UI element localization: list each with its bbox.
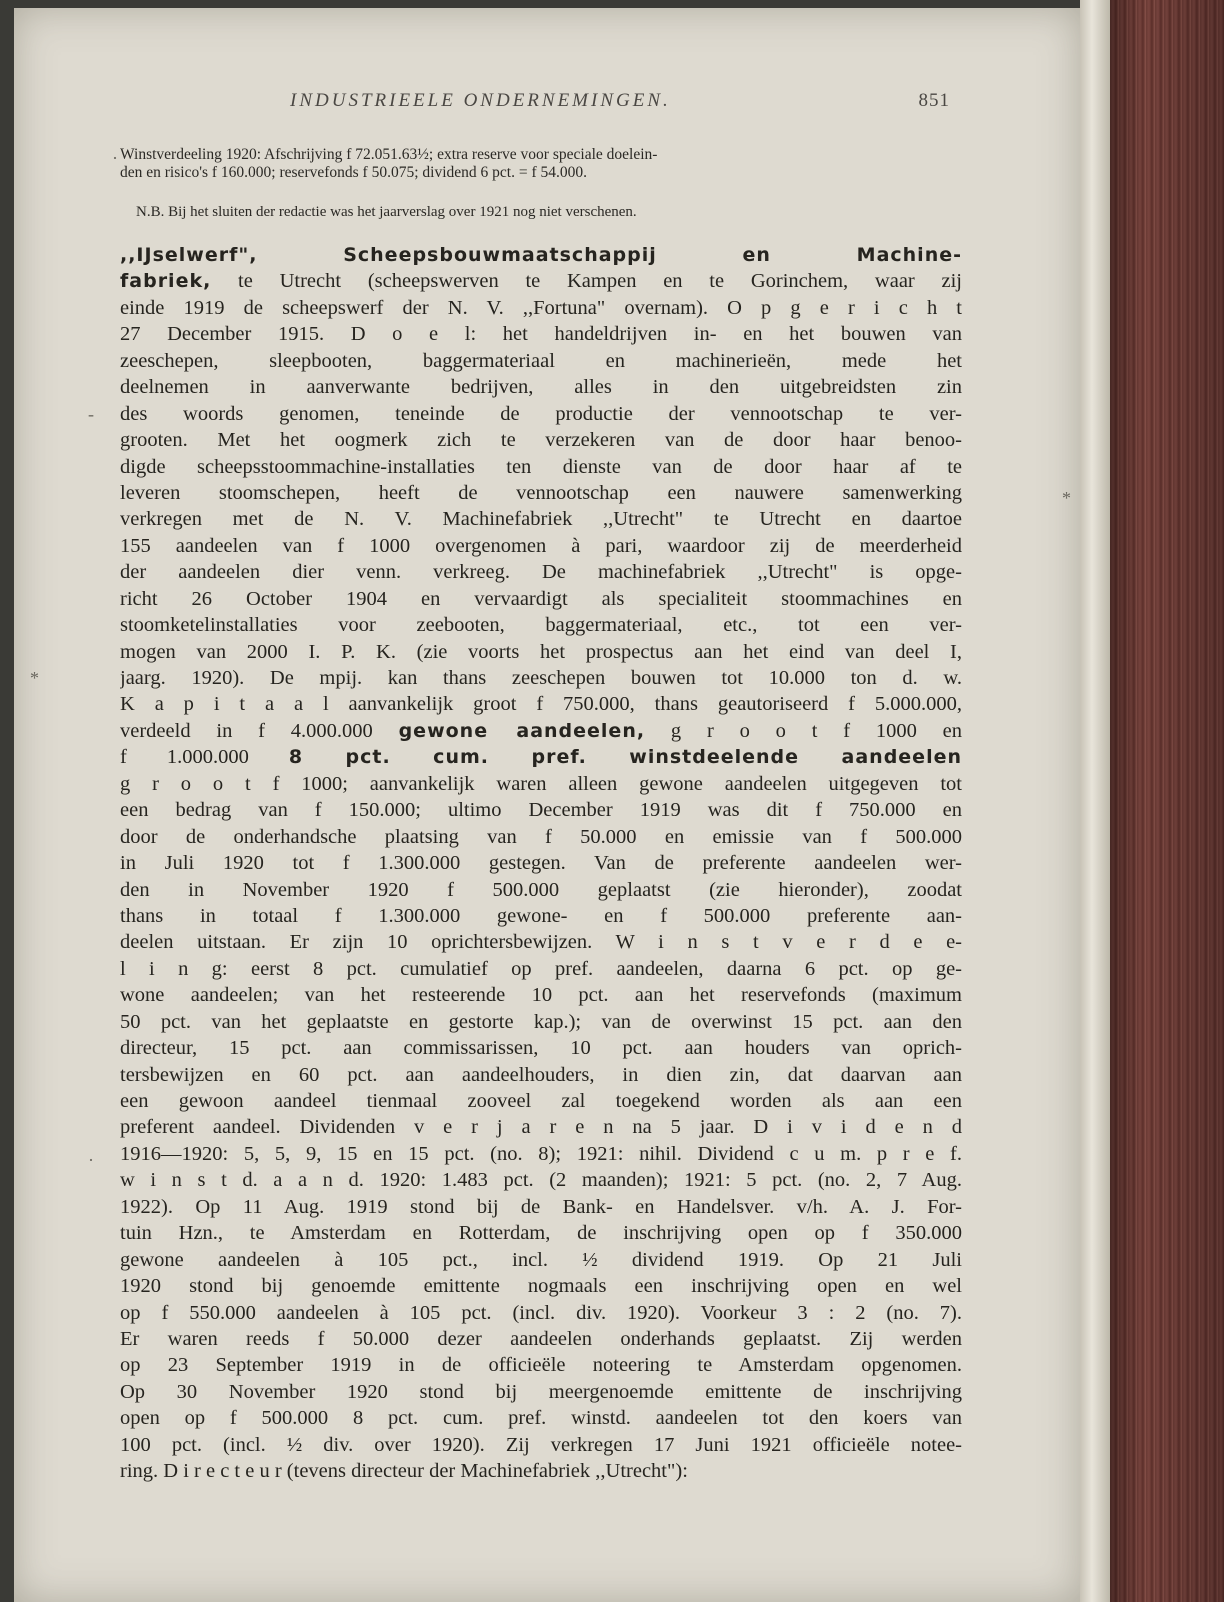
text-line: des woords genomen, teneinde de productie der vennootschap te ver- <box>120 402 962 425</box>
text-line: tersbewijzen en 60 pct. aan aandeelhouders, in dien zin, dat daarvan aan <box>120 1063 962 1086</box>
company-name-continued: fabriek, <box>120 270 212 293</box>
text-line: 50 pct. van het geplaatste en gestorte kap.); van de overwinst 15 pct. aan den <box>120 1010 962 1033</box>
text-line: einde 1919 de scheepswerf der N. V. ,,Fortuna" overnam). O p g e r i c h t <box>120 296 962 319</box>
running-header <box>290 90 950 120</box>
text-line: jaarg. 1920). De mpij. kan thans zeeschepen bouwen tot 10.000 ton d. w. <box>120 667 962 689</box>
page-edges <box>1080 0 1110 1602</box>
text-line: Er waren reeds f 50.000 dezer aandeelen onderhands geplaatst. Zij werden <box>120 1327 962 1350</box>
article-heading-line <box>120 242 962 268</box>
margin-mark: * <box>30 668 39 688</box>
share-type-gewone: gewone aandeelen, <box>398 719 646 742</box>
text-line: op f 550.000 aandeelen à 105 pct. (incl. div. 1920). Voorkeur 3 : 2 (no. 7). <box>120 1301 962 1324</box>
company-article <box>120 242 962 1485</box>
text-line: Op 30 November 1920 stond bij meergenoemde emittente de inschrijving <box>120 1380 962 1403</box>
text-line: door de onderhandsche plaatsing van f 50.000 en emissie van f 500.000 <box>120 825 962 848</box>
text-line: thans in totaal f 1.300.000 gewone- en f 500.000 preferente aan- <box>120 904 962 927</box>
spine-shadow <box>1110 0 1224 1602</box>
text-line: in Juli 1920 tot f 1.300.000 gestegen. Van de preferente aandeelen wer- <box>120 852 962 875</box>
text-span: g r o o t f 1000 en <box>645 719 962 742</box>
text-line: op 23 September 1919 in de officieële noteering te Amsterdam opgenomen. <box>120 1354 962 1377</box>
text-line: 1916—1920: 5, 5, 9, 15 en 15 pct. (no. 8); 1921: nihil. Dividend c u m. p r e f. <box>120 1142 962 1165</box>
text-line: zeeschepen, sleepbooten, baggermateriaal en machinerieën, mede het <box>120 349 962 372</box>
text-line: deelnemen in aanverwante bedrijven, alles in den uitgebreidsten zin <box>120 376 962 399</box>
text-line: 1920 stond bij genoemde emittente nogmaals een inschrijving open en wel <box>120 1275 962 1298</box>
text-line <box>120 718 962 744</box>
margin-mark: * <box>1062 488 1071 508</box>
text-line: 100 pct. (incl. ½ div. over 1920). Zij verkregen 17 Juni 1921 officieële notee- <box>120 1433 962 1456</box>
text-line: een bedrag van f 150.000; ultimo December 1919 was dit f 750.000 en <box>120 799 962 822</box>
text-line <box>120 268 962 294</box>
text-line: l i n g: eerst 8 pct. cumulatief op pref. aandeelen, daarna 6 pct. op ge- <box>120 957 962 980</box>
text-line: den in November 1920 f 500.000 geplaatst (zie hieronder), zoodat <box>120 878 962 901</box>
margin-mark: · <box>88 1150 94 1170</box>
margin-mark: - <box>88 404 94 424</box>
text-line: preferent aandeel. Dividenden v e r j a r e n na 5 jaar. D i v i d e n d <box>120 1116 962 1139</box>
text-line: K a p i t a a l aanvankelijk groot f 750.000, thans geautoriseerd f 5.000.000, <box>120 693 962 716</box>
editorial-note: N.B. Bij het sluiten der redactie was het jaarverslag over 1921 nog niet verschenen. <box>136 204 637 220</box>
winstverdeeling-paragraph <box>120 146 960 182</box>
text-line: directeur, 15 pct. aan commissarissen, 10 pct. aan houders van oprich- <box>120 1037 962 1060</box>
text-line: der aandeelen dier venn. verkreeg. De machinefabriek ,,Utrecht" is opge- <box>120 561 962 584</box>
running-title: INDUSTRIEELE ONDERNEMINGEN. <box>290 90 671 111</box>
margin-mark: · <box>112 148 118 168</box>
text-line: richt 26 October 1904 en vervaardigt als specialiteit stoommachines en <box>120 587 962 610</box>
text-line: gewone aandeelen à 105 pct., incl. ½ dividend 1919. Op 21 Juli <box>120 1248 962 1271</box>
text-line: open op f 500.000 8 pct. cum. pref. winstd. aandeelen tot den koers van <box>120 1407 962 1430</box>
text-line: tuin Hzn., te Amsterdam en Rotterdam, de inschrijving open op f 350.000 <box>120 1222 962 1245</box>
company-name-heading: ,,IJselwerf", Scheepsbouwmaatschappij en Machine- <box>120 244 962 266</box>
page-number: 851 <box>918 90 950 111</box>
text-line: mogen van 2000 I. P. K. (zie voorts het prospectus aan het eind van deel I, <box>120 640 962 663</box>
text-line: w i n s t d. a a n d. 1920: 1.483 pct. (2 maanden); 1921: 5 pct. (no. 2, 7 Aug. <box>120 1169 962 1192</box>
text-line: leveren stoomschepen, heeft de vennootschap een nauwere samenwerking <box>120 481 962 504</box>
text-line <box>120 744 962 770</box>
text-line: 155 aandeelen van f 1000 overgenomen à pari, waardoor zij de meerderheid <box>120 534 962 557</box>
text-line: g r o o t f 1000; aanvankelijk waren alleen gewone aandeelen uitgegeven tot <box>120 772 962 795</box>
text-line: een gewoon aandeel tienmaal zooveel zal toegekend worden als aan een <box>120 1090 962 1112</box>
share-type-preferent: 8 pct. cum. pref. winstdeelende aandeelen <box>288 746 962 769</box>
text-line: Winstverdeeling 1920: Afschrijving f 72.051.63½; extra reserve voor speciale doelein- <box>120 146 658 163</box>
text-line: 1922). Op 11 Aug. 1919 stond bij de Bank- en Handelsver. v/h. A. J. For- <box>120 1195 962 1218</box>
text-span: te Utrecht (scheepswerven te Kampen en te Gorinchem, waar zij <box>211 270 962 293</box>
text-line: stoomketelinstallaties voor zeebooten, baggermateriaal, etc., tot een ver- <box>120 614 962 637</box>
text-line: verkregen met de N. V. Machinefabriek ,,Utrecht" te Utrecht en daartoe <box>120 508 962 531</box>
text-span: f 1.000.000 <box>120 746 289 769</box>
text-line: grooten. Met het oogmerk zich te verzekeren van de door haar benoo- <box>120 429 962 452</box>
text-line: digde scheepsstoommachine-installaties ten dienste van de door haar af te <box>120 455 962 478</box>
text-line: 27 December 1915. D o e l: het handeldrijven in- en het bouwen van <box>120 323 962 346</box>
text-line: ring. D i r e c t e u r (tevens directeur der Machinefabriek ,,Utrecht"): <box>120 1460 688 1483</box>
text-line: den en risico's f 160.000; reservefonds f 50.075; dividend 6 pct. = f 54.000. <box>120 164 587 181</box>
text-span: verdeeld in f 4.000.000 <box>120 719 399 742</box>
text-line: deelen uitstaan. Er zijn 10 oprichtersbewijzen. W i n s t v e r d e e- <box>120 931 962 954</box>
text-line: wone aandeelen; van het resteerende 10 pct. aan het reservefonds (maximum <box>120 984 962 1007</box>
